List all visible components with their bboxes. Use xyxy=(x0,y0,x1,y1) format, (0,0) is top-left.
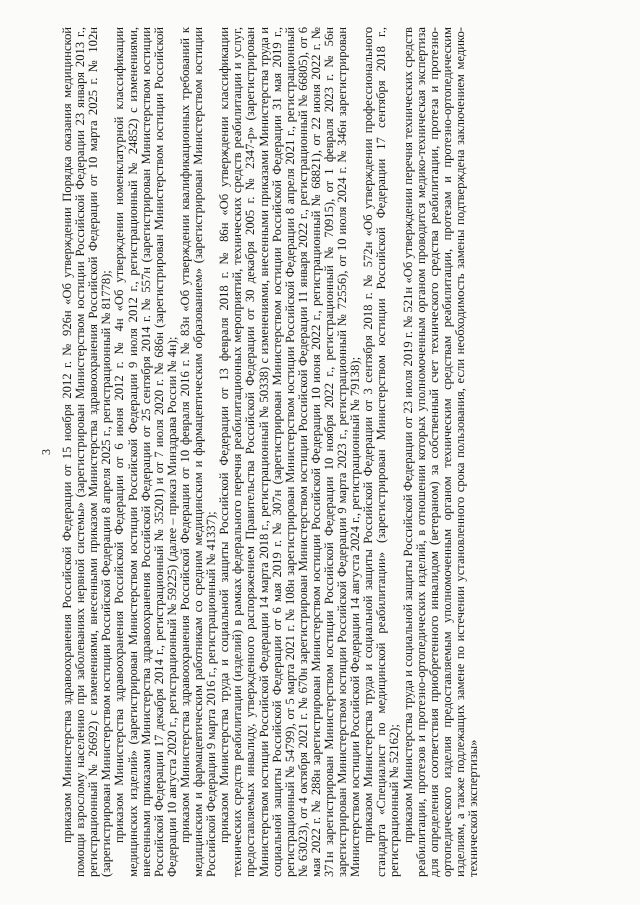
paragraph-order-521n: приказом Министерства труда и социальной защиты Российской Федерации от 23 июля 2019 г. № 521н «Об утверждении перечня технических средств реабилитации, протезов и протезно-ортопедических изделий, в отношении которых уполномоченным органом проводится медико-техническая экспертиза для определения соответствия приобретенного инвалидом (ветераном) за собственный счет технического средства реабилитации, протеза и протезно-ортопедического изделия предоставляемым уполномоченным органом техническим средствам реабилитации, протезам и протезно-ортопедическим изделиям, а также подлежащих замене по истечении установленного срока пользования, если необходимость замены подтверждена заключением медико-технической экспертизы» xyxy=(400,27,480,877)
paragraph-order-4n: приказом Министерства здравоохранения Российской Федерации от 6 июня 2012 г. № 4н «Об утверждении номенклатурной классификации медицинских изделий» (зарегистрирован Министерством юстиции Российской Федерации 9 июля 2012 г., регистрационный № 24852) с изменениями, внесенными приказами Министерства здравоохранения Российской Федерации от 25 сентября 2014 г. № 557н (зарегистрирован Министерством юстиции Российской Федерации 17 декабря 2014 г., регистрационный № 35201) и от 7 июля 2020 г. № 686н (зарегистрирован Министерством юстиции Российской Федерации 10 августа 2020 г., регистрационный № 59225) (далее – приказ Минздрава России № 4н); xyxy=(112,27,179,877)
paragraph-order-86n: приказом Министерства труда и социальной защиты Российской Федерации от 13 февраля 2018 г. № 86н «Об утверждении классификации технических средств реабилитации (изделий) в рамках федерального перечня реабилитационных мероприятий, технических средств реабилитации и услуг, предоставляемых инвалиду, утвержденного распоряжением Правительства Российской Федерации от 30 декабря 2005 г. № 2347-р» (зарегистрирован Министерством юстиции Российской Федерации 14 марта 2018 г., регистрационный № 50338) с изменениями, внесенными приказами Министерства труда и социальной защиты Российской Федерации от 6 мая 2019 г. № 307н (зарегистрирован Министерством юстиции Российской Федерации 31 мая 2019 г., регистрационный № 54799), от 5 марта 2021 г. № 108н зарегистрирован Министерством юстиции Российской Федерации 8 апреля 2021 г., регистрационный № 63023), от 4 октября 2021 г. № 670н зарегистрирован Министерством юстиции Российской Федерации 11 января 2022 г., регистрационный № 66805), от 6 мая 2022 г. № 288н зарегистрирован Министерством юстиции Российской Федерации 10 июня 2022 г., регистрационный № 68821), от 22 июня 2022 г. № 371н зарегистрирован Министерством юстиции Российской Федерации 10 ноября 2022 г., регистрационный № 70915), от 1 февраля 2023 г. № 56н зарегистрирован Министерством юстиции Российской Федерации 9 марта 2023 г., регистрационный № 72556), от 10 июля 2024 г. № 346н зарегистрирован Министерством юстиции Российской Федерации 14 августа 2024 г., регистрационный № 79138); xyxy=(217,27,363,877)
rotated-page-content xyxy=(40,27,600,877)
page-number: 3 xyxy=(39,449,53,455)
paragraph-order-926n: приказом Министерства здравоохранения Российской Федерации от 15 ноября 2012 г. № 926н «Об утверждении Порядка оказания медицинской помощи взрослому населению при заболеваниях нервной системы» (зарегистрирован Министерством юстиции Российской Федерации 23 января 2013 г., регистрационный № 26692) с изменениями, внесенными приказом Министерства здравоохранения Российской Федерации от 10 марта 2025 г. № 102н (зарегистрирован Министерством юстиции Российской Федерации 8 апреля 2025 г., регистрационный № 81778); xyxy=(60,27,114,877)
paragraph-order-83n: приказом Министерства здравоохранения Российской Федерации от 10 февраля 2016 г. № 83н «Об утверждении квалификационных требований к медицинским и фармацевтическим работникам со средним медицинским и фармацевтическим образованием» (зарегистрирован Министерством юстиции Российской Федерации 9 марта 2016 г., регистрационный № 41337); xyxy=(177,27,219,877)
paragraph-order-572n: приказом Министерства труда и социальной защиты Российской Федерации от 3 сентября 2018 г. № 572н «Об утверждении профессионального стандарта «Специалист по медицинской реабилитации» (зарегистрирован Министерством юстиции Российской Федерации 17 сентября 2018 г., регистрационный № 52162); xyxy=(361,27,402,877)
